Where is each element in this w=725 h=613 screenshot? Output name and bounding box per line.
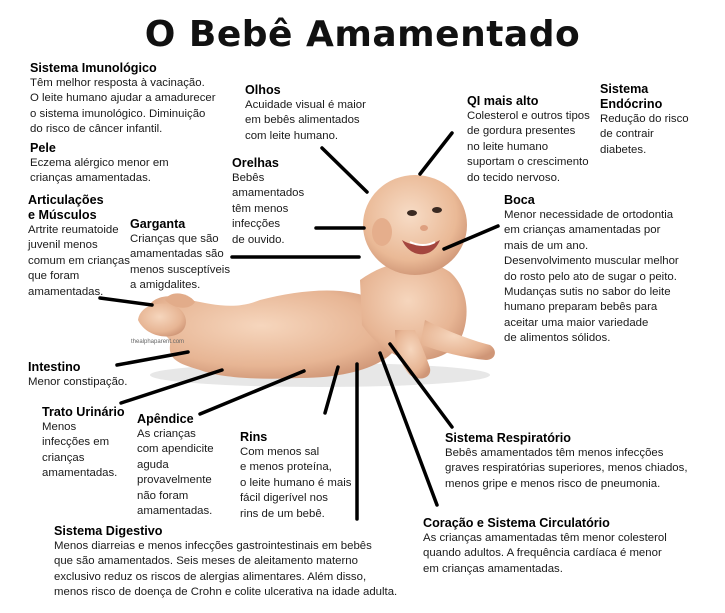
- section-rins: [240, 430, 351, 522]
- section-heading: Articulações e Músculos: [28, 193, 104, 222]
- section-sistema-digestivo: [54, 524, 397, 601]
- watermark: thealphaparent.com: [131, 339, 185, 345]
- line-respiratorio: [390, 344, 452, 427]
- line-rins: [325, 367, 338, 413]
- section-text: Têm melhor resposta à vacinação. O leite humano ajudar a amadurecer o sistema imunológico. Diminuição do risco de câncer infantil.: [30, 77, 216, 136]
- section-pele: [30, 141, 169, 187]
- section-intestino: [28, 360, 127, 390]
- section-articulacoes: [28, 193, 130, 300]
- section-text: Acuidade visual é maior em bebês alimentados com leite humano.: [245, 99, 366, 142]
- section-sistema-endocrino: [600, 82, 689, 158]
- section-heading: Boca: [504, 193, 535, 207]
- line-urinario: [121, 370, 222, 403]
- section-heading: Garganta: [130, 217, 186, 231]
- section-text: Menos infecções em crianças amamentadas.: [42, 421, 118, 480]
- section-heading: Trato Urinário: [42, 405, 125, 419]
- section-apendice: [137, 412, 214, 519]
- section-qi-mais-alto: [467, 94, 590, 186]
- section-heading: Rins: [240, 430, 268, 444]
- section-olhos: [245, 83, 366, 144]
- section-heading: Sistema Imunológico: [30, 61, 157, 75]
- section-text: As crianças amamentadas têm menor colesterol quando adultos. A frequência cardíaca é menor em crianças amamentadas.: [423, 532, 667, 575]
- section-text: Eczema alérgico menor em crianças amamentadas.: [30, 157, 169, 185]
- section-heading: Sistema Digestivo: [54, 524, 163, 538]
- section-heading: Intestino: [28, 360, 81, 374]
- line-intestino: [117, 352, 188, 365]
- section-text: Redução do risco de contrair diabetes.: [600, 113, 689, 156]
- line-qi: [420, 133, 452, 174]
- section-heading: Apêndice: [137, 412, 194, 426]
- line-coracao: [380, 353, 437, 505]
- section-text: Crianças que são amamentadas são menos susceptíveis a amigdalites.: [130, 233, 231, 292]
- section-heading: Pele: [30, 141, 56, 155]
- line-boca: [444, 226, 498, 249]
- section-text: Bebês amamentados têm menos infecções graves respiratórias superiores, menos chiados, menos gripe e menos risco de pneumonia.: [445, 447, 688, 490]
- line-olhos: [322, 148, 367, 192]
- section-heading: Olhos: [245, 83, 281, 97]
- line-apendice: [200, 371, 304, 414]
- section-text: Menos diarreias e menos infecções gastrointestinais em bebês que são amamentados. Seis meses de aleitamento materno exclusivo reduz os riscos de alergias alimentares. Além disso, menos risco de doença de Crohn e colite ulcerativa na idade adulta.: [54, 540, 398, 599]
- section-coracao-circulatorio: [423, 516, 667, 577]
- section-boca: [504, 193, 679, 347]
- section-heading: Coração e Sistema Circulatório: [423, 516, 610, 530]
- section-garganta: [130, 217, 230, 294]
- section-text: Artrite reumatoide juvenil menos comum em crianças que foram amamentadas.: [28, 224, 130, 298]
- page-title: O Bebê Amamentado: [144, 14, 581, 55]
- section-text: As crianças com apendicite aguda provavelmente não foram amamentadas.: [137, 428, 214, 518]
- section-text: Colesterol e outros tipos de gordura presentes no leite humano suportam o crescimento do tecido nervoso.: [467, 110, 590, 184]
- section-text: Bebês amamentados têm menos infecções de ouvido.: [232, 172, 305, 246]
- section-sistema-respiratorio: [445, 431, 687, 492]
- section-orelhas: [232, 156, 304, 248]
- section-text: Menor constipação.: [28, 376, 128, 388]
- section-heading: Sistema Endócrino: [600, 82, 663, 111]
- section-heading: Sistema Respiratório: [445, 431, 571, 445]
- section-heading: QI mais alto: [467, 94, 539, 108]
- section-sistema-imunologico: [30, 61, 216, 138]
- section-text: Com menos sal e menos proteína, o leite humano é mais fácil digerível nos rins de um bebê.: [240, 446, 352, 520]
- section-heading: Orelhas: [232, 156, 279, 170]
- section-text: Menor necessidade de ortodontia em crianças amamentadas por mais de um ano. Desenvolvimento muscular melhor do rosto pelo ato de sugar o peito. Mudanças sutis no sabor do leite humano preparam bebês para aceitar uma maior variedade de alimentos sólidos.: [504, 209, 679, 345]
- section-trato-urinario: [42, 405, 125, 482]
